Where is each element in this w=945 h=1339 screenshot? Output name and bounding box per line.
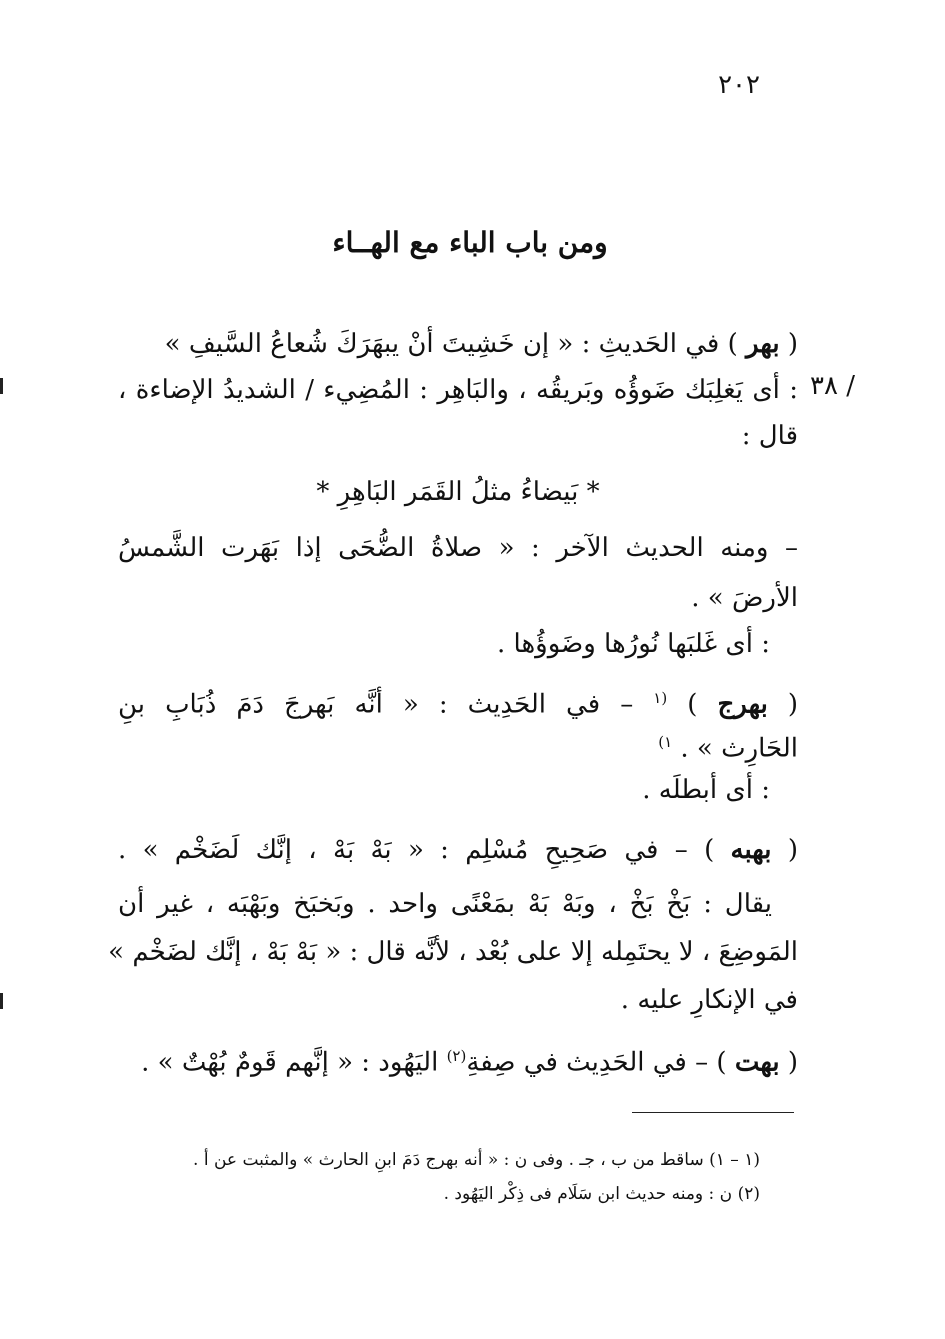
entry-line: : أى أبطلَه . (642, 775, 770, 805)
entry-line: يقال : بَخْ بَخْ ، وبَهْ بَهْ بمَعْنًى واحد . وبَخبَخ وبَهْبَه ، غير أن (118, 889, 772, 919)
scan-edge-mark (0, 993, 3, 1009)
entry-line: ( بهبه ) – في صَحِيحِ مُسْلِم : « بَهْ بَهْ ، إنَّك لَضَخْم » . (118, 835, 798, 865)
entry-line: ( بهرج ) $^{(١}$ – في الحَدِيث : « أنَّه بَهرجَ دَمَ ذُبَابِ بنِ (118, 689, 799, 720)
verse-line: * بَيضاءُ مثلُ القَمَر البَاهِرِ * (316, 477, 600, 507)
entry-line: ( بهت ) – في الحَدِيث في صِفةِ$^{(٢)}$ اليَهُود : « إنَّهم قَومٌ بُهْتٌ » . (141, 1047, 798, 1078)
footnote (120, 1146, 760, 1174)
chapter-title: ومن باب الباء مع الهــاء (332, 226, 608, 259)
footnote-ref: ١) (658, 733, 673, 751)
entry-root: ( بهبه ) (687, 835, 798, 865)
scan-edge-mark (0, 378, 3, 394)
entry-root: ( بهت ) (708, 1047, 798, 1078)
footnote-ref: (١ (653, 689, 668, 707)
footnote-ref: (٢) (446, 1047, 467, 1065)
entry-line: الأرضَ » . (691, 583, 798, 613)
entry-line: الحَارِث » . $^{١)}$ (658, 733, 798, 764)
footnote-marker: (١ – ١) (709, 1150, 760, 1170)
entry-line: المَوضِعَ ، لا يحتَمِله إلا على بُعْد ، لأنَّه قال : « بَهْ بَهْ ، إنَّك لضَخْم » (108, 937, 798, 967)
page-number: ٢٠٢ (718, 70, 760, 100)
entry-line: في الإنكارِ عليه . (620, 985, 798, 1015)
entry-root: ( بهرج ) (687, 689, 799, 720)
entry-line: : أى غَلبَها نُورُها وضَوؤُها . (497, 629, 770, 659)
entry-root: ( بهر ) (719, 329, 798, 359)
footnote-text: ساقط من ب ، جـ . وفى ن : « أنه بهرج دَمَ ابنِ الحارث » والمثبت عن أ . (193, 1150, 704, 1170)
entry-line: قال : (741, 421, 798, 451)
entry-line: : أى يَغلِبَك ضَوؤُه وبَريقُه ، والبَاهِر : المُضِيء / الشديدُ الإضاءة ، (118, 375, 798, 405)
margin-reference: ٣٨ / (810, 371, 855, 401)
footnote (120, 1180, 760, 1208)
footnote-marker: (٢) (737, 1184, 760, 1204)
footnote-rule (632, 1112, 794, 1113)
footnote-text: ن : ومنه حديث ابن سَلَام فى ذِكْر اليَهُود . (443, 1184, 733, 1204)
entry-line: ( بهر ) في الحَديثِ : « إن خَشِيتَ أنْ يبهَرَكَ شُعاعُ السَّيفِ » (164, 329, 798, 359)
entry-line: – ومنه الحديث الآخر : « صلاةُ الضُّحَى إذا بَهَرت الشَّمسُ (118, 533, 798, 563)
